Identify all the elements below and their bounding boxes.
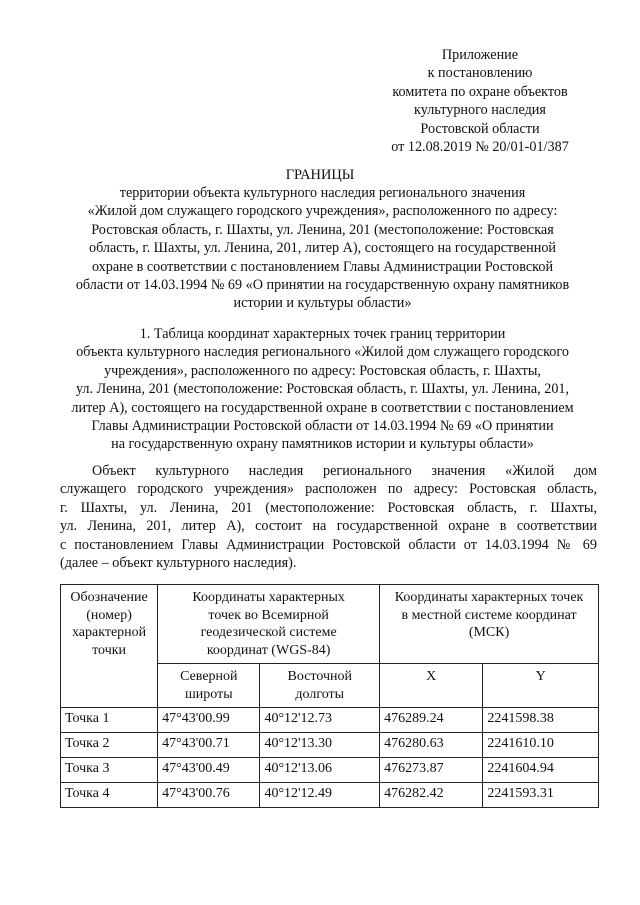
- section-line: объекта культурного наследия регионального «Жилой дом служащего городского: [76, 344, 569, 361]
- cell-latitude: 47°43'00.71: [158, 733, 260, 758]
- subtitle-line: истории и культуры области»: [233, 295, 412, 312]
- header-y: Y: [483, 664, 599, 708]
- header-north-latitude: Северной широты: [158, 664, 260, 708]
- cell-point: Точка 4: [61, 783, 158, 808]
- paragraph-line: Объект культурного наследия регионального значения «Жилой дом: [92, 463, 597, 479]
- cell-x: 476280.63: [380, 733, 483, 758]
- header-point-designation: Обозначение (номер) характерной точки: [61, 585, 158, 708]
- header-x: X: [380, 664, 483, 708]
- subtitle-line: охране в соответствии с постановлением Главы Администрации Ростовской: [91, 258, 554, 275]
- cell-longitude: 40°12'13.30: [260, 733, 380, 758]
- coordinates-table: [60, 584, 599, 808]
- section-line: литер А), состоящего на государственной охране в соответствии с постановлением: [71, 399, 574, 416]
- table-header-row: [61, 585, 599, 664]
- cell-x: 476273.87: [380, 758, 483, 783]
- body-paragraph: [60, 462, 597, 572]
- appendix-line: от 12.08.2019 № 20/01-01/387: [391, 139, 569, 156]
- section-heading: [40, 325, 605, 454]
- cell-point: Точка 1: [61, 708, 158, 733]
- section-line: учреждения», расположенного по адресу: Ростовская область, г. Шахты,: [104, 362, 541, 379]
- table-row: [61, 783, 599, 808]
- subtitle-line: территории объекта культурного наследия регионального значения: [119, 185, 526, 201]
- cell-longitude: 40°12'12.49: [260, 783, 380, 808]
- cell-y: 2241604.94: [483, 758, 599, 783]
- cell-latitude: 47°43'00.49: [158, 758, 260, 783]
- table-row: [61, 708, 599, 733]
- header-east-longitude: Восточной долготы: [260, 664, 380, 708]
- appendix-line: Приложение: [441, 47, 519, 63]
- paragraph-line: с постановлением Главы Администрации Ростовской области от 14.03.1994 № 69: [60, 536, 597, 553]
- paragraph-line: (далее – объект культурного наследия).: [60, 555, 297, 572]
- cell-latitude: 47°43'00.99: [158, 708, 260, 733]
- appendix-line: культурного наследия: [414, 102, 546, 119]
- appendix-line: Ростовской области: [420, 120, 540, 137]
- section-line: ул. Ленина, 201 (местоположение: Ростовская область, г. Шахты, ул. Ленина, 201,: [75, 381, 570, 398]
- subtitle-line: области от 14.03.1994 № 69 «О принятии на государственную охрану памятников: [75, 277, 570, 294]
- section-line: 1. Таблица координат характерных точек границ территории: [139, 326, 506, 342]
- section-line: Главы Администрации Ростовской области от 14.03.1994 № 69 «О принятии: [91, 418, 554, 435]
- cell-latitude: 47°43'00.76: [158, 783, 260, 808]
- subtitle-line: Ростовская область, г. Шахты, ул. Ленина, 201 (местоположение: Ростовская: [91, 221, 554, 238]
- paragraph-line: г. Шахты, ул. Ленина, 201 (местоположение: Ростовская область, г. Шахты,: [60, 499, 597, 516]
- paragraph-line: ул. Ленина, 201, литер А), состоит на государственной охране в соответствии: [60, 518, 597, 535]
- subtitle-line: область, г. Шахты, ул. Ленина, 201, литер А), состоящего на государственной: [88, 240, 557, 257]
- appendix-line: к постановлению: [427, 65, 533, 82]
- cell-y: 2241610.10: [483, 733, 599, 758]
- section-line: на государственную охрану памятников истории и культуры области»: [111, 436, 534, 453]
- table-row: [61, 733, 599, 758]
- cell-longitude: 40°12'13.06: [260, 758, 380, 783]
- table-row: [61, 758, 599, 783]
- cell-point: Точка 3: [61, 758, 158, 783]
- cell-y: 2241598.38: [483, 708, 599, 733]
- document-subtitle: [40, 184, 605, 313]
- cell-x: 476282.42: [380, 783, 483, 808]
- cell-y: 2241593.31: [483, 783, 599, 808]
- cell-point: Точка 2: [61, 733, 158, 758]
- cell-longitude: 40°12'12.73: [260, 708, 380, 733]
- appendix-line: комитета по охране объектов: [392, 83, 568, 100]
- header-wgs84: Координаты характерных точек во Всемирной геодезической системе координат (WGS-84): [158, 585, 380, 664]
- header-msk: Координаты характерных точек в местной системе координат (МСК): [380, 585, 599, 664]
- cell-x: 476289.24: [380, 708, 483, 733]
- document-title: ГРАНИЦЫ: [285, 167, 355, 183]
- subtitle-line: «Жилой дом служащего городского учреждения», расположенного по адресу:: [87, 203, 558, 220]
- paragraph-line: служащего городского учреждения» расположен по адресу: Ростовская область,: [60, 481, 597, 498]
- appendix-header: [360, 46, 600, 156]
